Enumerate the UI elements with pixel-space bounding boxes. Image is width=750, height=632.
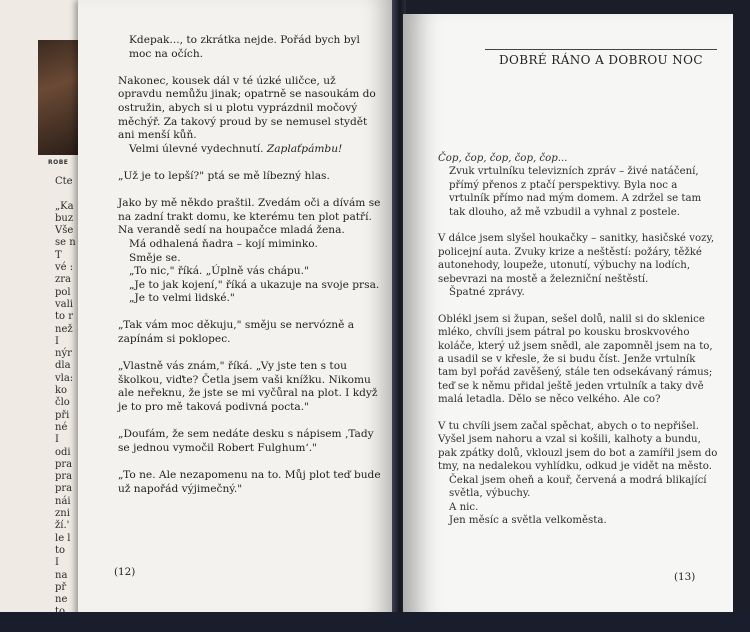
paragraph-text: Má odhalená ňadra – kojí miminko.	[129, 237, 318, 250]
cut-off-line: vé :	[55, 262, 74, 274]
cut-off-line: pra	[55, 471, 73, 483]
paragraph-gap	[118, 61, 381, 75]
paragraph-gap	[118, 455, 381, 469]
paragraph-text: V tu chvíli jsem začal spěchat, abych o to nepřišel. Vyšel jsem nahoru a vzal si košili, kalhoty a bundu, pak zpátky dolů, vklouzl jsem do bot a zamířil jsem do tmy, na nedalekou vyhlídku, odkud je vidět na město.	[438, 421, 718, 473]
paragraph-text: „Tak vám moc děkuju," směju se nervózně a zapínám si poklopec.	[118, 319, 355, 346]
paragraph	[438, 514, 718, 527]
paragraph	[118, 34, 381, 61]
cut-off-line: Vše	[55, 225, 74, 237]
cut-off-line: zra	[55, 274, 72, 286]
paragraph-text: Jen měsíc a světla velkoměsta.	[449, 514, 607, 526]
cut-off-line: I	[55, 335, 59, 347]
cut-off-line: př	[55, 581, 67, 593]
cut-off-line: ko	[55, 385, 68, 397]
photo-fragment	[38, 40, 78, 155]
paragraph	[118, 292, 381, 306]
cut-off-line: pra	[55, 483, 73, 495]
cut-off-line: T	[55, 249, 62, 261]
paragraph	[118, 279, 381, 293]
paragraph-text: Čekal jsem oheň a kouř, červená a modrá blikající světla, výbuchy.	[449, 474, 707, 500]
paragraph	[438, 420, 718, 474]
paragraph-text: Velmi úlevné vydechnutí.	[129, 142, 267, 155]
paragraph	[118, 197, 381, 238]
cut-off-line: né	[55, 421, 68, 433]
paragraph-text: Zvuk vrtulníku televizních zpráv – živé natáčení, přímý přenos z ptačí perspektivy. Byla noc a vrtulník přímo nad mým domem. A zdržel se tam tak dlouho, až mě vzbudil a vyhnal z postele.	[449, 166, 702, 218]
paragraph	[118, 265, 381, 279]
paragraph-gap	[438, 407, 718, 420]
cut-off-line: zni	[55, 508, 70, 520]
left-page	[78, 0, 396, 618]
paragraph	[118, 469, 381, 496]
paragraph-text: Kdepak..., to zkrátka nejde. Pořád bych byl moc na očích.	[129, 34, 360, 60]
cut-off-line: nái	[55, 495, 71, 507]
paragraph-gap	[118, 306, 381, 320]
underlying-page-edge	[0, 0, 82, 618]
paragraph-text: „Vlastně vás znám," říká. „Vy jste ten s tou školkou, viďte? Četla jsem vaši knížku. Nikomu ale neřeknu, že jste se mi vyčůral na plot. I když je to pro mě taková podivná pocta."	[118, 360, 378, 414]
left-page-body	[118, 34, 381, 496]
paragraph-text: Směje se.	[129, 251, 181, 264]
paragraph	[118, 360, 381, 414]
right-page	[403, 14, 733, 618]
italic-exclamation: Zaplaťpámbu!	[266, 142, 343, 155]
paragraph-text: Čop, čop, čop, čop, čop...	[438, 153, 568, 164]
cut-off-line: pol	[55, 286, 71, 298]
cut-off-line: to	[55, 544, 66, 556]
paragraph-text: Oblékl jsem si župan, sešel dolů, nalil si do sklenice mléko, chvíli jsem pátral po kousku broskvového koláče, který už jsem snědl, ale zapomněl jsem na to, a usadil se v křesle, že si budu číst. Jenže vrtulník tam byl pořád zavěšený, stále ten odsekávaný rámus; teď se k němu přidal ještě jeden vrtulník a taky dvě malá letadla. Dělo se něco velkého. Ale co?	[438, 313, 713, 406]
paragraph	[118, 75, 381, 143]
paragraph	[438, 286, 718, 299]
paragraph-gap	[438, 219, 718, 232]
paragraph	[118, 319, 381, 346]
cut-off-line: le l	[55, 532, 71, 544]
paragraph	[118, 170, 381, 184]
paragraph	[438, 501, 718, 514]
book-cover-edge	[0, 612, 750, 632]
paragraph-text: „Doufám, že sem nedáte desku s nápisem ‚Tady se jednou vymočil Robert Fulghum‘."	[118, 428, 374, 454]
paragraph	[438, 313, 718, 407]
cut-off-line: nýr	[55, 348, 72, 360]
cut-off-line: odi	[55, 446, 71, 458]
right-page-body	[438, 152, 718, 527]
paragraph-text: Nakonec, kousek dál v té úzké uličce, už opravdu nemůžu jinak; opatrně se nasoukám do ostružin, abych si u plotu vyprázdnil močový měchýř. Za takový proud by se nemusel stydět ani menší kůň.	[118, 74, 376, 142]
cut-off-line: „Ka	[55, 200, 74, 212]
cut-off-line: než	[55, 323, 73, 335]
paragraph	[118, 143, 381, 157]
right-page-number: (13)	[674, 571, 696, 583]
chapter-header-rule	[485, 49, 717, 50]
paragraph	[438, 232, 718, 286]
paragraph	[438, 165, 718, 219]
chapter-title: DOBRÉ RÁNO A DOBROU NOC	[498, 53, 704, 67]
paragraph-text: „Je to velmi lidské."	[129, 292, 235, 305]
cut-off-line: při	[55, 409, 70, 421]
cut-off-line: I	[55, 434, 59, 446]
paragraph	[118, 428, 381, 455]
cut-off-line: Čte	[55, 176, 73, 187]
paragraph-text: „Je to jak kojení," říká a ukazuje na svoje prsa.	[129, 278, 380, 291]
paragraph-text: V dálce jsem slyšel houkačky – sanitky, hasičské vozy, policejní auta. Zvuky krize a neštěstí: požáry, těžké autonehody, loupeže, utonutí, výbuchy na lodích, sebevrazi na mostě a železniční neštěstí.	[438, 233, 715, 285]
cut-off-line: ne	[55, 594, 68, 606]
paragraph-text: A nic.	[449, 501, 479, 513]
cut-off-line: ží.'	[55, 520, 70, 532]
cut-off-line: I	[55, 557, 59, 569]
paragraph-gap	[118, 156, 381, 170]
paragraph	[118, 238, 381, 252]
paragraph-gap	[118, 184, 381, 198]
paragraph-gap	[438, 299, 718, 312]
cut-off-line: dla	[55, 360, 71, 372]
paragraph-gap	[118, 347, 381, 361]
cut-off-line: vali	[55, 298, 74, 310]
paragraph	[438, 152, 718, 165]
paragraph	[438, 474, 718, 501]
left-page-number: (12)	[114, 566, 136, 578]
cut-off-line: vla:	[55, 372, 74, 384]
cut-off-line: na	[55, 569, 68, 581]
paragraph-text: „To ne. Ale nezapomenu na to. Můj plot teď bude už napořád výjimečný."	[118, 469, 381, 495]
paragraph	[118, 252, 381, 266]
cut-off-line: buz	[55, 212, 74, 224]
paragraph-text: „To nic," říká. „Úplně vás chápu."	[129, 265, 309, 278]
paragraph-text: „Už je to lepší?" ptá se mě líbezný hlas.	[118, 169, 330, 182]
cut-off-line: člo	[55, 397, 70, 409]
cut-off-line: se n	[55, 237, 76, 249]
paragraph-text: Jako by mě někdo praštil. Zvedám oči a dívám se na zadní trakt domu, ke kterému ten plot patří. Na verandě sedí na houpačce mladá žena.	[118, 197, 381, 237]
paragraph-text: Špatné zprávy.	[449, 287, 525, 299]
paragraph-gap	[118, 415, 381, 429]
cut-off-line: pra	[55, 458, 73, 470]
photo-credit: ROBE	[48, 159, 69, 166]
cut-off-line: to r	[55, 311, 73, 323]
